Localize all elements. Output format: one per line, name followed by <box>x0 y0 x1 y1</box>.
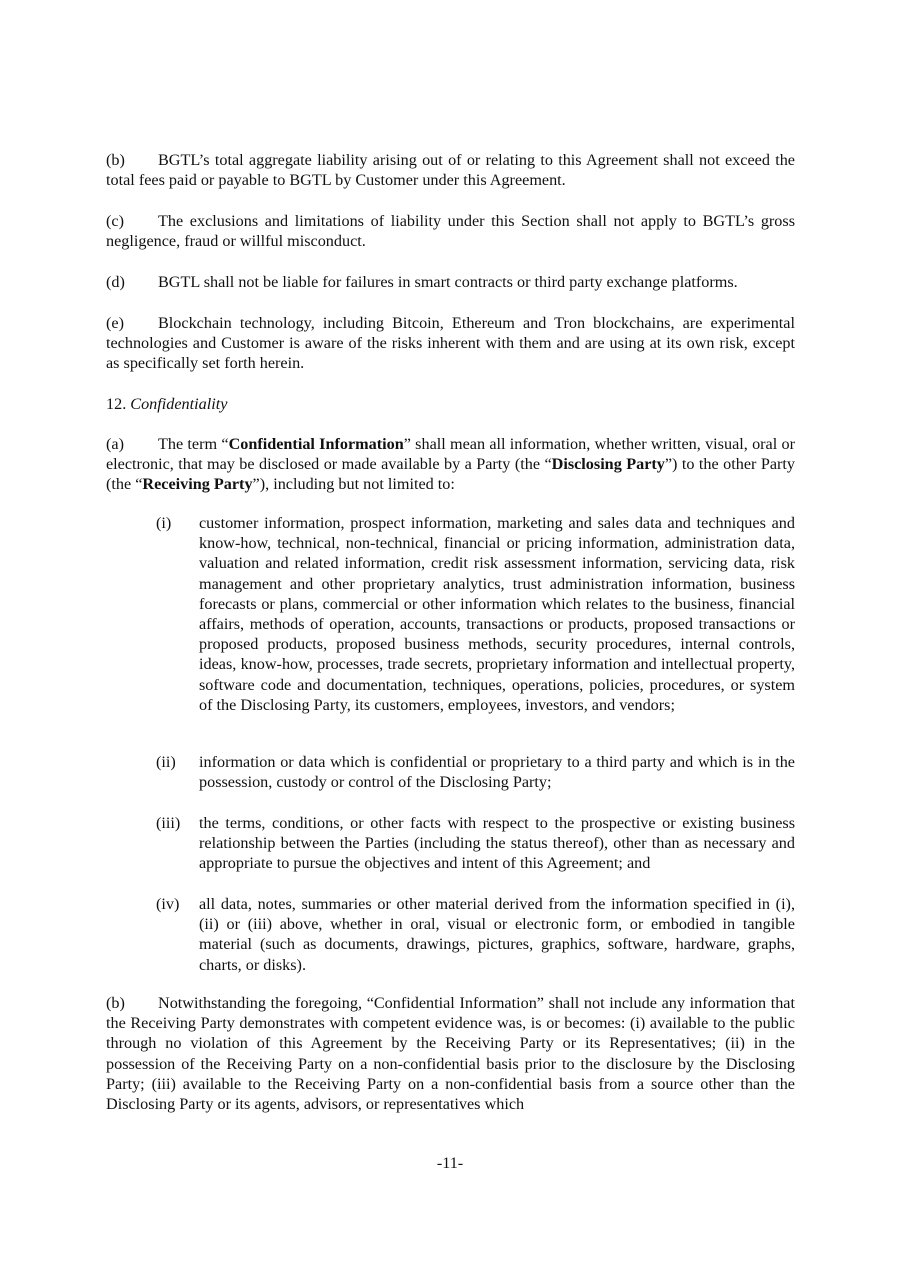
sub-item-i-text: customer information, prospect information, marketing and sales data and techniques and know-how, technical, non-technical, financial or pricing information, administration data, valuation and related information, credit risk assessment information, servicing data, risk management and other proprietary analytics, trust administration information, business forecasts or plans, commercial or other information which relates to the business, financial affairs, methods of operation, accounts, transactions or products, proposed transactions or proposed products, proposed business methods, security procedures, internal controls, ideas, know-how, processes, trade secrets, proprietary information and intellectual property, software code and documentation, techniques, operations, policies, procedures, or system of the Disclosing Party, its customers, employees, investors, and vendors; <box>199 514 795 714</box>
clause-d-label: (d) <box>106 273 125 291</box>
page-number: -11- <box>436 1154 464 1172</box>
defined-term-receiving-party: Receiving Party <box>142 475 253 494</box>
confidentiality-clause-b-text: Notwithstanding the foregoing, “Confidential Information” shall not include any information that the Receiving Party demonstrates with competent evidence was, is or becomes: (i) available to the public through no violation of this Agreement by the Receiving Party or its Representatives; (ii) in the possession of the Receiving Party on a non-confidential basis prior to the disclosure by the Disclosing Party; (iii) available to the Receiving Party on a non-confidential basis from a source other than the Disclosing Party or its agents, advisors, or representatives which <box>106 994 795 1114</box>
clause-b <box>106 150 795 190</box>
sub-item-ii <box>156 752 795 792</box>
clause-b-label: (b) <box>106 151 125 169</box>
sub-item-ii-label: (ii) <box>156 753 176 771</box>
defined-term-disclosing-party: Disclosing Party <box>551 455 665 474</box>
confidentiality-clause-a <box>106 434 795 495</box>
sub-item-i-label: (i) <box>156 514 172 532</box>
clause-b-text: BGTL’s total aggregate liability arising out of or relating to this Agreement shall not exceed the total fees paid or payable to BGTL by Customer under this Agreement. <box>106 151 795 190</box>
sub-item-iii-label: (iii) <box>156 814 181 832</box>
clause-e <box>106 313 795 374</box>
clause-a-text-3: ”) to the other Party (the “ <box>106 455 795 494</box>
clause-c <box>106 211 795 251</box>
sub-item-ii-text: information or data which is confidential or proprietary to a third party and which is in the possession, custody or control of the Disclosing Party; <box>199 753 795 792</box>
clause-d <box>106 272 795 292</box>
clause-a-text-2: ” shall mean all information, whether written, visual, oral or electronic, that may be disclosed or made available by a Party (the “ <box>106 435 795 474</box>
sub-item-iii-text: the terms, conditions, or other facts with respect to the prospective or existing business relationship between the Parties (including the status thereof), other than as necessary and appropriate to pursue the objectives and intent of this Agreement; and <box>199 814 795 873</box>
clause-a-text-4: ”), including but not limited to: <box>252 475 455 494</box>
clause-e-label: (e) <box>106 314 124 332</box>
sub-item-iv-label: (iv) <box>156 895 180 913</box>
defined-term-confidential-information: Confidential Information <box>228 435 404 453</box>
sub-item-iv <box>156 894 795 975</box>
section-title: Confidentiality <box>130 395 228 413</box>
clause-e-text: Blockchain technology, including Bitcoin, Ethereum and Tron blockchains, are experimental technologies and Customer is aware of the risks inherent with them and are using at its own risk, except as specifically set forth herein. <box>106 314 795 373</box>
sub-item-iii <box>156 813 795 874</box>
clause-a-text-1: The term “ <box>158 435 229 453</box>
sub-item-iv-text: all data, notes, summaries or other material derived from the information specified in (i), (ii) or (iii) above, whether in oral, visual or electronic form, or embodied in tangible material (such as documents, drawings, pictures, graphics, software, hardware, graphs, charts, or disks). <box>199 895 795 974</box>
confidentiality-clause-b-label: (b) <box>106 994 125 1012</box>
clause-c-label: (c) <box>106 212 124 230</box>
sub-item-i <box>156 513 795 715</box>
clause-c-text: The exclusions and limitations of liability under this Section shall not apply to BGTL’s gross negligence, fraud or willful misconduct. <box>106 212 795 251</box>
section-heading <box>106 394 227 414</box>
clause-d-text: BGTL shall not be liable for failures in smart contracts or third party exchange platforms. <box>158 273 738 291</box>
confidentiality-clause-a-label: (a) <box>106 435 124 453</box>
confidentiality-clause-b <box>106 993 795 1114</box>
section-number: 12. <box>106 395 127 413</box>
